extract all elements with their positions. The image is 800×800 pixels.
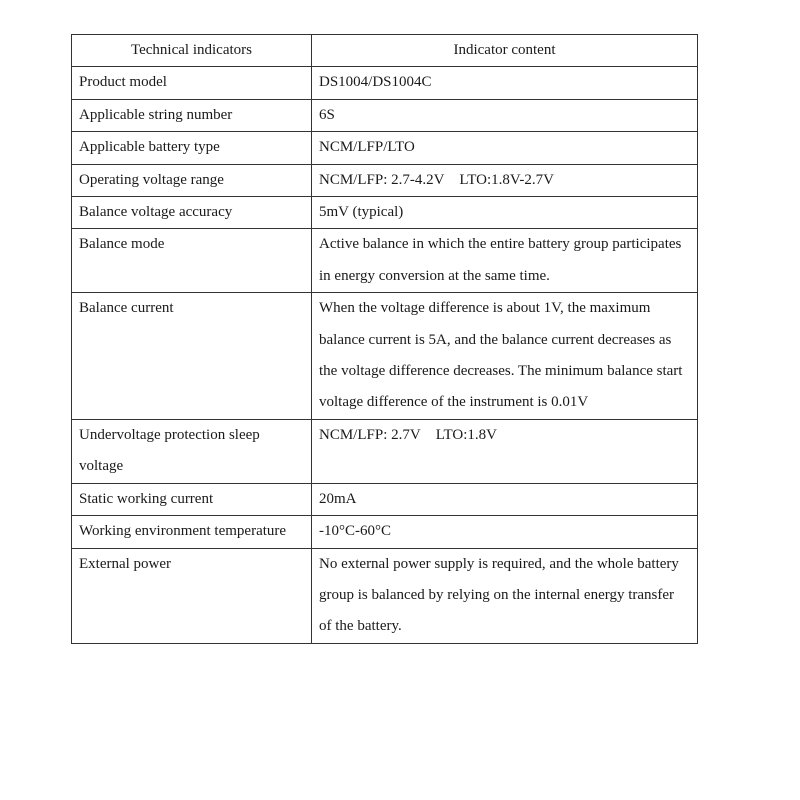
row-label: Balance current <box>72 293 312 420</box>
row-value: -10°C-60°C <box>312 516 698 548</box>
row-label: Balance mode <box>72 229 312 293</box>
row-label: Undervoltage protection sleep voltage <box>72 419 312 483</box>
table-row <box>72 132 698 164</box>
spec-table <box>71 34 698 644</box>
row-value: 6S <box>312 99 698 131</box>
row-value: NCM/LFP: 2.7V LTO:1.8V <box>312 419 698 483</box>
table-row <box>72 419 698 483</box>
row-label: Operating voltage range <box>72 164 312 196</box>
row-label: Product model <box>72 67 312 99</box>
row-value: No external power supply is required, and the whole battery group is balanced by relying on the internal energy transfer of the battery. <box>312 548 698 643</box>
row-label: Static working current <box>72 483 312 515</box>
row-label: Applicable battery type <box>72 132 312 164</box>
table-row <box>72 229 698 293</box>
row-value: DS1004/DS1004C <box>312 67 698 99</box>
table-row <box>72 99 698 131</box>
row-value: Active balance in which the entire battery group participates in energy conversion at the same time. <box>312 229 698 293</box>
table-row <box>72 197 698 229</box>
row-label: Applicable string number <box>72 99 312 131</box>
table-row <box>72 293 698 420</box>
row-value: NCM/LFP/LTO <box>312 132 698 164</box>
row-value: 5mV (typical) <box>312 197 698 229</box>
header-technical-indicators: Technical indicators <box>72 35 312 67</box>
table-row <box>72 483 698 515</box>
row-label: Balance voltage accuracy <box>72 197 312 229</box>
header-indicator-content: Indicator content <box>312 35 698 67</box>
row-value: 20mA <box>312 483 698 515</box>
table-row <box>72 548 698 643</box>
table-row <box>72 164 698 196</box>
row-value: NCM/LFP: 2.7-4.2V LTO:1.8V-2.7V <box>312 164 698 196</box>
table-row <box>72 67 698 99</box>
table-row <box>72 516 698 548</box>
row-value: When the voltage difference is about 1V, the maximum balance current is 5A, and the balance current decreases as the voltage difference decreases. The minimum balance start voltage difference of the instrument is 0.01V <box>312 293 698 420</box>
row-label: Working environment temperature <box>72 516 312 548</box>
table-header-row <box>72 35 698 67</box>
row-label: External power <box>72 548 312 643</box>
